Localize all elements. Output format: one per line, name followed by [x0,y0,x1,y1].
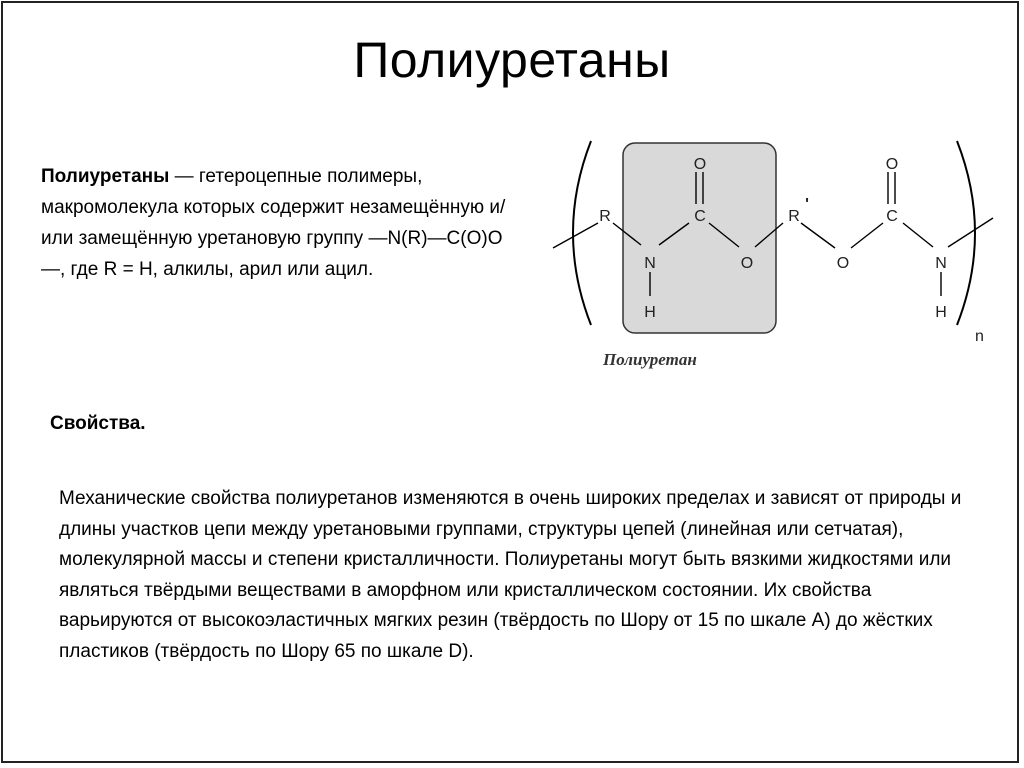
atom-n1: N [644,255,656,272]
atom-r1: R [599,208,611,225]
atom-o2: O [836,255,850,272]
formula-diagram [543,133,1013,383]
slide [1,1,1019,763]
atom-r2-prime: ' [805,196,809,213]
atom-c2: C [886,208,898,225]
atom-h1: H [644,304,656,321]
polyurethane-structural-formula [543,133,1013,383]
atom-h2: H [935,304,947,321]
definition-term: Полиуретаны [41,166,170,187]
atom-o1: O [740,255,754,272]
atom-o-top1: O [693,156,707,173]
left-bracket [573,141,591,325]
atom-c1: C [694,208,706,225]
definition-text: — гетероцепные полимеры, макромолекула которых содержит незамещённую и/или замещённую уретановую группу —N(R)—C(O)O—, где R = H, алкилы, арил или ацил. [41,166,506,280]
bond-o2-c2 [851,223,883,248]
right-bracket [957,141,975,325]
atom-r2: R [788,208,800,225]
bond-c2-n2 [903,223,933,247]
formula-caption: Полиуретан [603,350,697,369]
repeat-subscript: n [975,328,984,345]
bond-left-end [553,223,598,248]
atom-n2: N [935,255,947,272]
bond-r2-o2 [801,223,835,248]
slide-title: Полиуретаны [353,32,671,88]
properties-heading: Свойства. [50,413,146,434]
bond-right-end [948,218,993,247]
properties-paragraph: Механические свойства полиуретанов изменяются в очень широких пределах и зависят от природы и длины участков цепи между уретановыми группами, структуры цепей (линейная или сетчатая), молекулярной массы и степени кристалличности. Полиуретаны могут быть вязкими жидкостями или являться твёрдыми веществами в аморфном или кристаллическом состоянии. Их свойства варьируются от высокоэластичных мягких резин (твёрдость по Шору от 15 по шкале A) до жёстких пластиков (твёрдость по Шору 65 по шкале D). [59,488,962,662]
definition-paragraph [41,161,521,285]
atom-o-top2: O [885,156,899,173]
